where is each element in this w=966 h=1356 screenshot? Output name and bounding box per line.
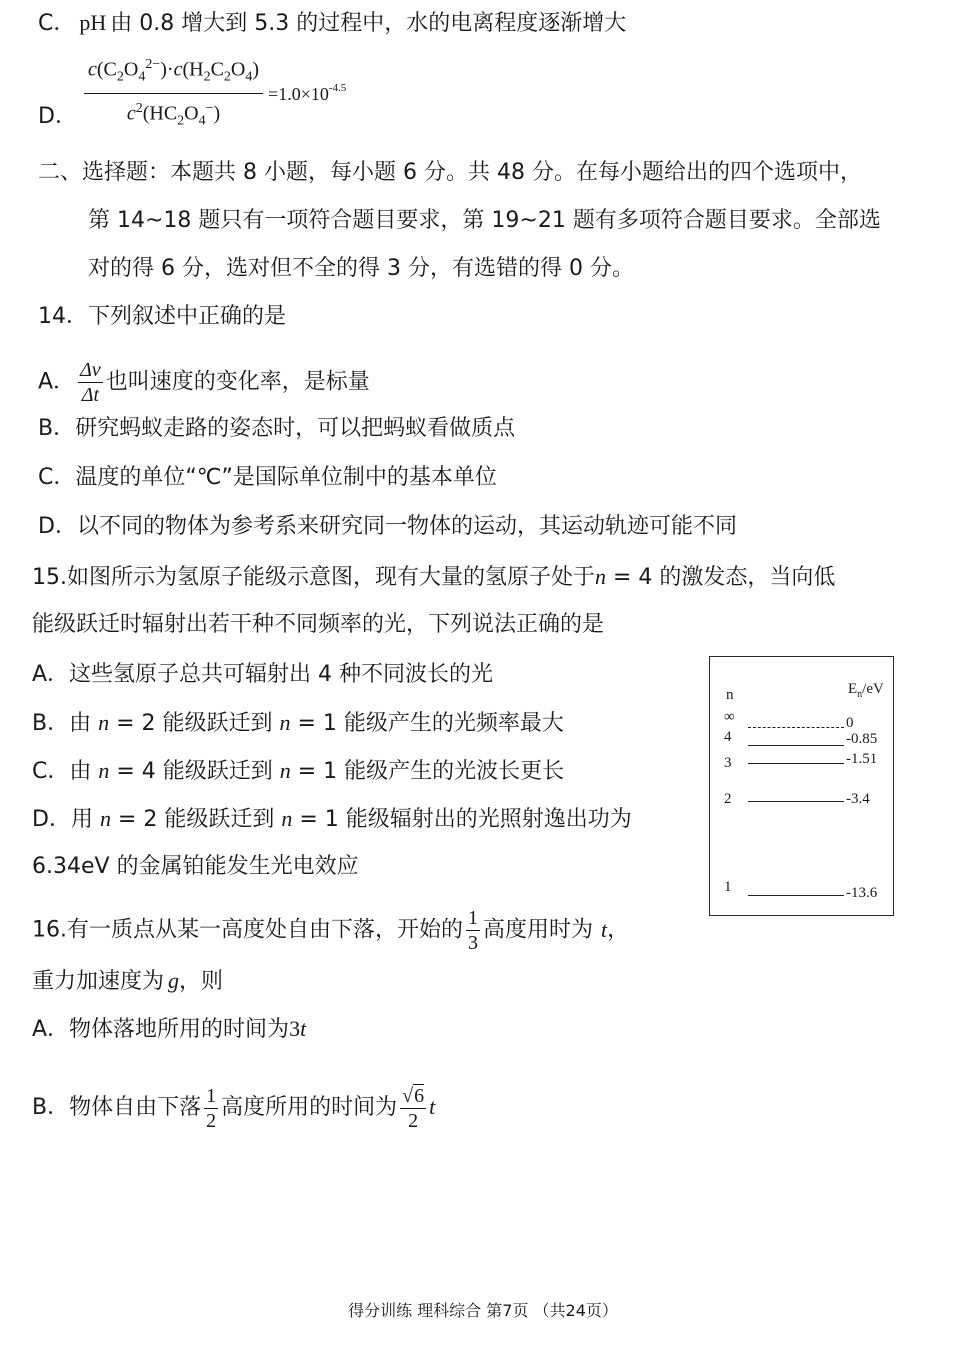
q15-stem-line2: 能级跃迁时辐射出若干种不同频率的光，下列说法正确的是 [32,612,605,637]
level-1-n: 1 [724,879,732,895]
q13-option-c: C． pH 由 0.8 增大到 5.3 的过程中，水的电离程度逐渐增大 [38,10,627,36]
q13-option-d-formula: $\frac{c(C_2O_4^{2-})\cdot c(H_2C_2O_4)}{c^2(HC_2O_4^-)}$ $=1.0\times 10^{-4.5}$ [84,50,346,136]
level-4-value: -0.85 [846,731,878,747]
q15-option-a: A．这些氢原子总共可辐射出 4 种不同波长的光 [32,662,494,687]
diagram-energy-label: $E_n/eV$ [848,681,884,700]
level-2-line [748,801,844,802]
level-3-line [748,763,844,764]
level-1-line [748,895,844,896]
level-4-line [748,745,844,746]
page-footer: 得分训练 理科综合 第7页 （共24页） [348,1301,618,1320]
level-2-value: -3.4 [846,791,870,807]
diagram-n-label: n [726,687,734,703]
q15-option-d-cont: 6.34eV 的金属铂能发生光电效应 [32,854,359,879]
q15-option-d: D．用 n = 2 能级跃迁到 n = 1 能级辐射出的光照射逸出功为 [32,806,632,832]
q16-option-b: B．物体自由下落 $\frac{1}{2}$ 高度所用的时间为 $\frac{√6}{2}$ t [32,1084,436,1132]
q14-option-b: B．研究蚂蚁走路的姿态时，可以把蚂蚁看做质点 [38,416,516,441]
q15-option-b: B．由 n = 2 能级跃迁到 n = 1 能级产生的光频率最大 [32,710,564,736]
q16-fraction-sqrt6-over-2: $\frac{√6}{2}$ [402,1084,425,1132]
level-3-value: -1.51 [846,751,878,767]
q16-fraction-one-half: $\frac{1}{2}$ [206,1084,217,1132]
q15-option-c: C．由 n = 4 能级跃迁到 n = 1 能级产生的光波长更长 [32,758,565,784]
level-inf-line [748,727,844,728]
level-4-n: 4 [724,729,732,745]
q14-option-c: C．温度的单位“℃”是国际单位制中的基本单位 [38,465,497,490]
level-2-n: 2 [724,791,732,807]
q16-stem-line1: 16.有一质点从某一高度处自由下落，开始的 $\frac{1}{3}$ 高度用时为 t， [32,907,630,954]
level-inf-n: ∞ [724,709,735,725]
energy-level-diagram [709,656,894,916]
q16-stem-line2: 重力加速度为 g，则 [32,968,224,994]
level-3-n: 3 [724,755,732,771]
section2-title: 二、选择题：本题共 8 小题，每小题 6 分。共 48 分。在每小题给出的四个选项中， [38,160,862,185]
q16-option-a: A．物体落地所用的时间为3t [32,1016,307,1042]
section2-line3: 对的得 6 分，选对但不全的得 3 分，有选错的得 0 分。 [88,256,634,281]
q15-stem-line1: 15.如图所示为氢原子能级示意图，现有大量的氢原子处于n = 4 的激发态，当向低 [32,564,836,590]
q14-option-d: D．以不同的物体为参考系来研究同一物体的运动，其运动轨迹可能不同 [38,514,737,539]
level-inf-value: 0 [846,715,854,731]
q13-option-d-label: D． [38,104,77,129]
q16-fraction-one-third: $\frac{1}{3}$ [468,907,478,954]
q14-stem: 14．下列叙述中正确的是 [38,304,286,329]
q14-option-a: A． $\frac{\Delta v}{\Delta t}$ 也叫速度的变化率，是标量 [38,359,370,406]
section2-line2: 第 14~18 题只有一项符合题目要求，第 19~21 题有多项符合题目要求。全部选 [88,208,881,233]
q14-fraction: $\frac{\Delta v}{\Delta t}$ [80,359,101,406]
level-1-value: -13.6 [846,885,878,901]
